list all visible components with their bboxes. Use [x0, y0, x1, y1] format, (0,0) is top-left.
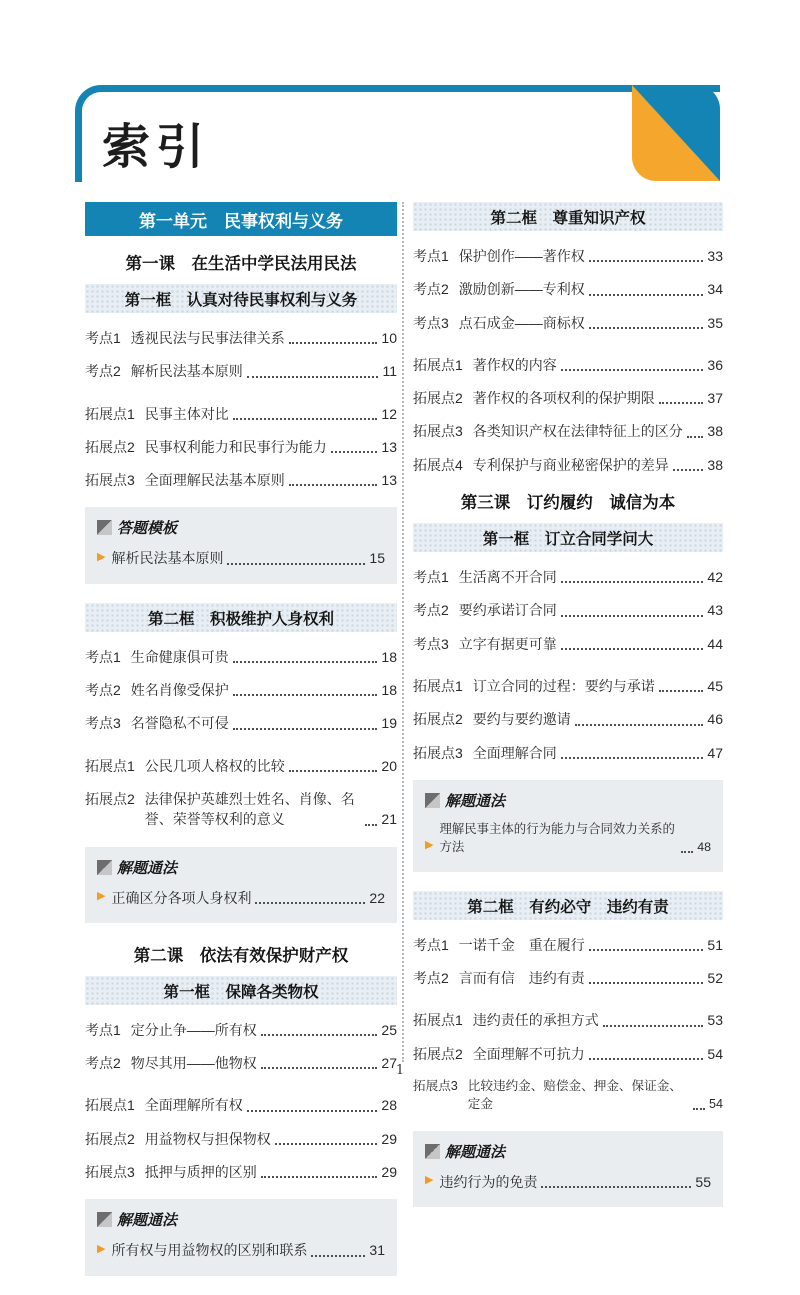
index-entry	[85, 1020, 397, 1040]
entry-page-number: 37	[707, 390, 723, 407]
index-entry	[85, 1095, 397, 1115]
solving-method-box	[85, 847, 397, 923]
tip-box-heading: 解题通法	[117, 1212, 178, 1230]
entry-label: 拓展点1	[85, 757, 135, 774]
entry-title: 生命健康俱可贵	[130, 648, 229, 665]
entry-title: 法律保护英雄烈士姓名、肖像、名誉、荣誉等权利的意义	[144, 790, 355, 828]
entry-label: 拓展点1	[413, 677, 463, 694]
entry-title: 全面理解所有权	[144, 1097, 243, 1114]
dot-leader	[255, 902, 365, 904]
solving-method-box	[413, 1131, 723, 1207]
entry-label: 拓展点2	[85, 790, 135, 807]
entry-label: 拓展点1	[413, 356, 463, 373]
entry-page-number: 19	[381, 715, 397, 732]
entry-title: 保护创作——著作权	[458, 248, 585, 264]
index-entry	[413, 1044, 723, 1064]
entry-page-number: 38	[707, 423, 723, 440]
entry-title: 抵押与质押的区别	[144, 1164, 257, 1181]
entry-label: 考点2	[85, 682, 121, 699]
entry-title: 违约行为的免责	[439, 1173, 538, 1190]
entry-title: 要约承诺订合同	[458, 602, 557, 619]
tip-box-heading-row	[97, 857, 385, 878]
dot-leader	[687, 436, 704, 438]
index-entry	[413, 455, 723, 475]
dot-leader	[659, 402, 704, 404]
entry-label: 考点3	[85, 715, 121, 732]
entry-label: 考点1	[413, 936, 449, 953]
index-entry	[413, 935, 723, 955]
kaodian-group	[413, 935, 723, 989]
entry-title: 言而有信 违约有责	[458, 970, 585, 987]
dot-leader	[561, 581, 704, 583]
index-entry	[413, 567, 723, 587]
index-entry	[85, 437, 397, 457]
dot-leader	[227, 563, 365, 565]
entry-page-number: 42	[707, 569, 723, 586]
index-entry	[85, 361, 397, 381]
entry-label: 考点2	[413, 602, 449, 619]
entry-page-number: 48	[697, 839, 711, 854]
entry-page-number: 53	[707, 1012, 723, 1029]
diagonal-square-icon	[425, 1144, 440, 1159]
solving-method-box	[85, 1199, 397, 1275]
entry-page-number: 11	[382, 363, 397, 380]
dot-leader	[233, 661, 378, 663]
dot-leader	[561, 648, 704, 650]
frame-header: 第一框 认真对待民事权利与义务	[85, 284, 397, 313]
index-entry	[413, 709, 723, 729]
entry-title: 订立合同的过程：要约与承诺	[472, 677, 655, 694]
tip-entry	[97, 888, 385, 908]
index-entry	[85, 756, 397, 776]
dot-leader	[659, 690, 704, 692]
entry-label: 考点2	[413, 281, 449, 298]
entry-page-number: 34	[707, 281, 723, 298]
answer-template-box	[85, 507, 397, 583]
entry-label: 考点1	[413, 248, 449, 264]
entry-title: 定分止争——所有权	[130, 1021, 257, 1038]
entry-label: 拓展点1	[85, 405, 135, 422]
entry-title: 比较违约金、赔偿金、押金、保证金、定金	[467, 1079, 682, 1112]
column-divider	[402, 202, 404, 1062]
entry-title: 著作权的各项权利的保护期限	[472, 390, 655, 407]
entry-page-number: 18	[381, 648, 397, 665]
kaodian-group	[413, 567, 723, 654]
entry-title: 透视民法与民事法律关系	[130, 330, 285, 346]
entry-title: 民事主体对比	[144, 405, 229, 422]
left-column	[85, 202, 397, 1295]
dot-leader	[365, 824, 377, 826]
entry-page-number: 28	[381, 1097, 397, 1114]
entry-title: 物尽其用——他物权	[130, 1055, 257, 1072]
entry-title: 全面理解合同	[472, 744, 557, 761]
entry-title: 全面理解不可抗力	[472, 1045, 585, 1062]
tip-box-heading-row	[97, 1209, 385, 1230]
tip-entry	[97, 1240, 385, 1260]
entry-title: 理解民事主体的行为能力与合同效力关系的方法	[439, 821, 675, 854]
unit-header: 第一单元 民事权利与义务	[85, 202, 397, 236]
index-entry	[413, 1077, 723, 1114]
dot-leader	[233, 418, 378, 420]
entry-label: 拓展点2	[413, 711, 463, 728]
dot-leader	[693, 1108, 705, 1110]
entry-title: 专利保护与商业秘密保护的差异	[472, 456, 669, 473]
dot-leader	[233, 728, 378, 730]
entry-title: 正确区分各项人身权利	[111, 889, 252, 906]
entry-title: 公民几项人格权的比较	[144, 757, 285, 774]
kaodian-group	[85, 328, 397, 382]
entry-label: 拓展点3	[413, 1079, 458, 1094]
entry-page-number: 18	[381, 682, 397, 699]
triangle-bullet-icon: ▶	[425, 838, 434, 851]
entry-label: 拓展点3	[413, 423, 463, 440]
entry-label: 考点3	[413, 314, 449, 331]
entry-title: 姓名肖像受保护	[130, 682, 229, 699]
folio-page-number: 1	[395, 1063, 405, 1078]
frame-header: 第二框 尊重知识产权	[413, 202, 723, 231]
index-entry	[413, 634, 723, 654]
entry-page-number: 22	[369, 889, 385, 906]
tuozhan-group	[85, 1095, 397, 1182]
index-entry	[85, 404, 397, 424]
dot-leader	[233, 694, 378, 696]
entry-label: 考点2	[85, 363, 121, 380]
entry-label: 考点1	[85, 648, 121, 665]
entry-title: 解析民法基本原则	[130, 363, 243, 380]
entry-page-number: 54	[708, 1097, 723, 1112]
entry-label: 拓展点3	[85, 472, 135, 489]
entry-label: 拓展点2	[85, 438, 135, 455]
entry-page-number: 29	[381, 1164, 397, 1181]
entry-label: 拓展点2	[85, 1130, 135, 1147]
tuozhan-group	[85, 756, 397, 830]
entry-page-number: 46	[707, 711, 723, 728]
tuozhan-group	[85, 404, 397, 491]
lesson-title: 第一课 在生活中学民法用民法	[125, 255, 357, 273]
dot-leader	[331, 451, 378, 453]
tip-box-heading: 解题通法	[445, 792, 506, 810]
entry-page-number: 35	[707, 314, 723, 331]
tip-entry	[97, 548, 385, 568]
index-entry	[413, 313, 723, 333]
diagonal-square-icon	[425, 793, 440, 808]
index-entry	[413, 676, 723, 696]
entry-page-number: 43	[707, 602, 723, 619]
dot-leader	[575, 724, 704, 726]
dot-leader	[561, 757, 704, 759]
tuozhan-group	[413, 1010, 723, 1113]
entry-page-number: 33	[707, 248, 723, 264]
kaodian-group	[85, 647, 397, 734]
dot-leader	[289, 770, 378, 772]
entry-page-number: 13	[381, 472, 397, 489]
entry-page-number: 12	[381, 405, 397, 422]
entry-title: 一诺千金 重在履行	[458, 936, 585, 953]
entry-page-number: 13	[381, 438, 397, 455]
entry-page-number: 36	[707, 356, 723, 373]
index-entry	[85, 789, 397, 830]
dot-leader	[561, 615, 704, 617]
tuozhan-group	[413, 355, 723, 475]
entry-page-number: 27	[381, 1055, 397, 1072]
frame-header: 第一框 保障各类物权	[85, 976, 397, 1005]
entry-label: 考点3	[413, 635, 449, 652]
entry-page-number: 38	[707, 456, 723, 473]
index-entry	[413, 1010, 723, 1030]
tuozhan-group	[413, 676, 723, 763]
tip-box-heading: 解题通法	[445, 1143, 506, 1161]
dot-leader	[673, 469, 704, 471]
entry-page-number: 54	[707, 1045, 723, 1062]
entry-label: 考点1	[85, 330, 121, 346]
entry-label: 拓展点1	[85, 1097, 135, 1114]
dot-leader	[261, 1034, 378, 1036]
entry-title: 违约责任的承担方式	[472, 1012, 599, 1029]
entry-label: 考点1	[85, 1021, 121, 1038]
index-entry	[85, 470, 397, 490]
dot-leader	[247, 1110, 378, 1112]
entry-page-number: 29	[381, 1130, 397, 1147]
entry-label: 拓展点1	[413, 1012, 463, 1029]
dot-leader	[589, 294, 704, 296]
frame-header: 第二框 有约必守 违约有责	[413, 891, 723, 920]
entry-title: 解析民法基本原则	[111, 550, 224, 567]
dot-leader	[275, 1143, 378, 1145]
index-entry	[85, 647, 397, 667]
entry-label: 考点2	[413, 970, 449, 987]
index-entry	[85, 1129, 397, 1149]
index-entry	[413, 600, 723, 620]
entry-page-number: 10	[381, 330, 397, 346]
entry-label: 拓展点2	[413, 390, 463, 407]
index-entry	[413, 743, 723, 763]
triangle-bullet-icon: ▶	[97, 1242, 106, 1255]
lesson-title: 第三课 订约履约 诚信为本	[460, 494, 676, 513]
title-frame-border	[75, 85, 720, 182]
frame-header: 第一框 订立合同学问大	[413, 523, 723, 552]
index-entry	[413, 246, 723, 266]
tip-box-heading-row	[425, 1141, 711, 1162]
entry-title: 名誉隐私不可侵	[130, 715, 229, 732]
entry-title: 生活离不开合同	[458, 569, 557, 586]
index-entry	[413, 968, 723, 988]
entry-title: 用益物权与担保物权	[144, 1130, 271, 1147]
entry-page-number: 20	[381, 757, 397, 774]
tip-box-heading-row	[425, 790, 711, 811]
entry-title: 全面理解民法基本原则	[144, 472, 285, 489]
index-entry	[85, 680, 397, 700]
entry-title: 著作权的内容	[472, 356, 557, 373]
index-entry	[85, 1162, 397, 1182]
triangle-bullet-icon: ▶	[97, 889, 106, 902]
entry-title: 要约与要约邀请	[472, 711, 571, 728]
index-entry	[85, 328, 397, 348]
dot-leader	[589, 949, 704, 951]
index-entry	[85, 713, 397, 733]
dot-leader	[561, 369, 704, 371]
frame-header: 第二框 积极维护人身权利	[85, 603, 397, 632]
tip-entry	[425, 1172, 711, 1192]
dot-leader	[289, 342, 378, 344]
entry-title: 民事权利能力和民事行为能力	[144, 438, 327, 455]
entry-title: 激励创新——专利权	[458, 281, 585, 298]
dot-leader	[589, 1058, 704, 1060]
entry-page-number: 47	[707, 744, 723, 761]
dot-leader	[311, 1255, 365, 1257]
diagonal-square-icon	[97, 520, 112, 535]
entry-title: 所有权与用益物权的区别和联系	[111, 1242, 308, 1259]
triangle-bullet-icon: ▶	[97, 550, 106, 563]
entry-page-number: 15	[369, 550, 385, 567]
tip-entry	[425, 821, 711, 857]
dot-leader	[681, 851, 693, 853]
diagonal-square-icon	[97, 1212, 112, 1227]
index-entry	[413, 421, 723, 441]
entry-title: 点石成金——商标权	[458, 314, 585, 331]
entry-page-number: 55	[695, 1173, 711, 1190]
dot-leader	[541, 1186, 691, 1188]
index-entry	[413, 279, 723, 299]
entry-label: 拓展点3	[85, 1164, 135, 1181]
entry-page-number: 21	[381, 811, 397, 828]
triangle-bullet-icon: ▶	[425, 1173, 434, 1186]
dot-leader	[589, 260, 704, 262]
dot-leader	[603, 1025, 704, 1027]
entry-page-number: 45	[707, 677, 723, 694]
tip-box-heading: 解题通法	[117, 859, 178, 877]
page-title: 索引	[102, 121, 211, 174]
entry-page-number: 52	[707, 970, 723, 987]
dot-leader	[247, 376, 379, 378]
lesson-title: 第二课 依法有效保护财产权	[133, 946, 349, 965]
corner-badge-icon	[632, 85, 720, 181]
entry-page-number: 31	[369, 1242, 385, 1259]
dot-leader	[589, 327, 704, 329]
dot-leader	[589, 982, 704, 984]
kaodian-group	[413, 246, 723, 333]
tip-box-heading-row	[97, 517, 385, 538]
entry-title: 立字有据更可靠	[458, 635, 557, 652]
entry-label: 拓展点2	[413, 1045, 463, 1062]
entry-page-number: 25	[381, 1021, 397, 1038]
index-entry	[413, 388, 723, 408]
dot-leader	[261, 1176, 378, 1178]
diagonal-square-icon	[97, 860, 112, 875]
entry-page-number: 44	[707, 635, 723, 652]
entry-label: 考点2	[85, 1055, 121, 1072]
tip-box-heading: 答题模板	[117, 520, 178, 538]
dot-leader	[289, 484, 378, 486]
entry-label: 考点1	[413, 569, 449, 586]
solving-method-box	[413, 780, 723, 872]
entry-label: 拓展点3	[413, 744, 463, 761]
entry-page-number: 51	[707, 936, 723, 953]
entry-label: 拓展点4	[413, 456, 463, 473]
index-entry	[413, 355, 723, 375]
entry-title: 各类知识产权在法律特征上的区分	[472, 423, 683, 440]
